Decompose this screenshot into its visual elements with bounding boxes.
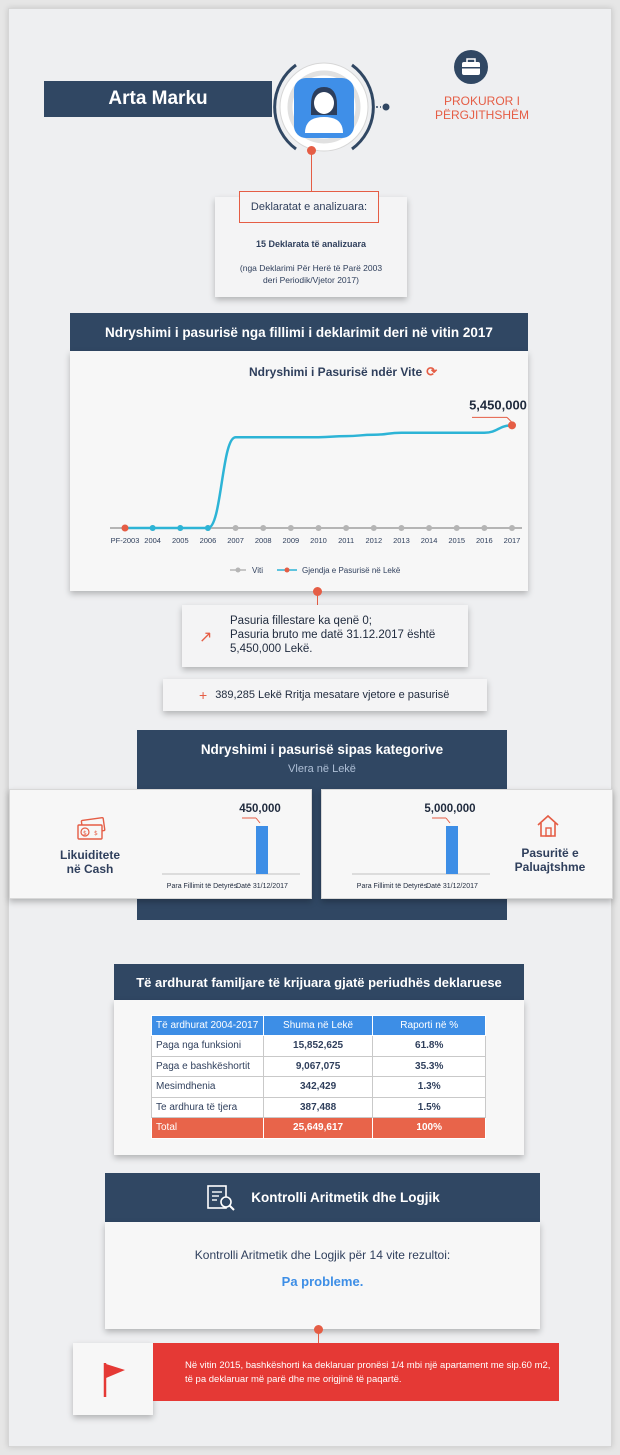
connector-dot (307, 146, 316, 155)
connector-dot-3 (314, 1325, 323, 1334)
income-source: Mesimdhenia (152, 1077, 264, 1098)
income-table (151, 1015, 486, 1139)
income-total-amount: 25,649,617 (263, 1118, 373, 1139)
asset-summary-card (182, 605, 468, 667)
declarations-count: 15 Deklarata të analizuara (255, 239, 367, 249)
x-tick-label: 2012 (365, 536, 383, 545)
growth-card (163, 679, 487, 711)
realestate-label-1: Pasuritë e (521, 846, 579, 860)
summary-line-1: Pasuria fillestare ka qenë 0; (230, 615, 372, 627)
declarations-heading-box (239, 191, 379, 223)
briefcase-icon (453, 49, 489, 85)
bar-category-label: Datë 31/12/2017 (426, 883, 478, 890)
user-avatar-icon (289, 73, 359, 143)
income-ratio: 61.8% (373, 1036, 486, 1057)
series-start-point (122, 525, 129, 532)
asset-chart-title-text: Ndryshimi i Pasurisë ndër Vite (249, 365, 423, 379)
svg-text:$: $ (94, 830, 98, 837)
x-axis-marker (343, 525, 349, 531)
x-axis-marker (233, 525, 239, 531)
x-tick-label: 2005 (171, 536, 189, 545)
bar-annotation-tip (446, 818, 450, 823)
bar (256, 826, 268, 874)
control-title-bar (105, 1173, 540, 1222)
income-ratio: 1.5% (373, 1097, 486, 1118)
flag-banner (153, 1343, 559, 1401)
income-total-ratio: 100% (373, 1118, 486, 1139)
x-axis-marker (481, 525, 487, 531)
control-title: Kontrolli Aritmetik dhe Logjik (251, 1190, 440, 1205)
cash-label-2: në Cash (66, 862, 114, 876)
table-row (152, 1077, 486, 1098)
refresh-icon: ⟳ (426, 364, 438, 379)
series-line (125, 425, 512, 528)
svg-text:$: $ (83, 830, 87, 837)
x-tick-label: 2013 (393, 536, 410, 545)
control-card (105, 1222, 540, 1329)
plus-icon: + (199, 687, 208, 703)
x-tick-label: PF-2003 (110, 536, 140, 545)
x-axis-marker (260, 525, 266, 531)
declarations-heading: Deklaratat e analizuara: (250, 201, 368, 213)
x-tick-label: 2009 (282, 536, 300, 545)
position-title: PROKUROR I PËRGJITHSHËM (434, 94, 529, 122)
x-tick-label: 2016 (476, 536, 493, 545)
summary-line-3: 5,450,000 Lekë. (230, 643, 313, 655)
bar-annotation-tip (256, 818, 260, 823)
income-amount: 9,067,075 (263, 1056, 373, 1077)
income-title: Të ardhurat familjare të krijuara gjatë periudhës deklaruese (136, 974, 502, 990)
cash-card (9, 789, 312, 899)
x-tick-label: 2004 (144, 536, 161, 545)
declarations-range-1: (nga Deklarimi Për Herë të Parë 2003 (239, 263, 383, 273)
name-banner (44, 81, 272, 117)
bar (446, 826, 458, 874)
income-source: Te ardhura të tjera (152, 1097, 264, 1118)
x-tick-label: 2006 (199, 536, 217, 545)
legend-series-marker (285, 568, 290, 573)
series-point (205, 525, 211, 531)
growth-text: 389,285 Lekë Rritja mesatare vjetore e pasurisë (215, 689, 450, 701)
x-tick-label: 2017 (503, 536, 521, 545)
x-tick-label: 2011 (338, 536, 355, 545)
series-end-point (508, 421, 516, 429)
legend-year-label: Viti (252, 566, 263, 575)
series-point (150, 525, 156, 531)
categories-subtitle: Vlera në Lekë (288, 763, 356, 775)
annotation-leader-tip (507, 417, 512, 422)
income-total-label: Total (152, 1118, 264, 1139)
asset-change-title-bar (70, 313, 528, 351)
table-row (152, 1097, 486, 1118)
income-title-bar (114, 964, 524, 1000)
person-name: Arta Marku (108, 88, 208, 109)
bar-category-label: Para Fillimit të Detyrës (356, 883, 428, 890)
bar-value-label: 5,000,000 (424, 803, 476, 815)
x-axis-marker (398, 525, 404, 531)
legend-year-marker (236, 568, 241, 573)
income-source: Paga e bashkëshortit (152, 1056, 264, 1077)
x-tick-label: 2008 (254, 536, 272, 545)
income-header-amount: Shuma në Lekë (263, 1016, 373, 1036)
asset-change-title: Ndryshimi i pasurisë nga fillimi i deklarimit deri në vitin 2017 (105, 324, 493, 340)
table-row (152, 1056, 486, 1077)
x-tick-label: 2010 (310, 536, 327, 545)
declarations-card (215, 197, 407, 297)
x-tick-label: 2015 (448, 536, 466, 545)
x-tick-label: 2014 (420, 536, 438, 545)
x-axis-marker (371, 525, 377, 531)
income-ratio: 35.3% (373, 1056, 486, 1077)
flag-icon-card (73, 1343, 153, 1415)
income-header-source: Të ardhurat 2004-2017 (152, 1016, 264, 1036)
income-amount: 342,429 (263, 1077, 373, 1098)
declarations-range-2: deri Periodik/Vjetor 2017) (263, 275, 359, 285)
x-tick-label: 2007 (227, 536, 244, 545)
realestate-label-2: Paluajtshme (514, 860, 586, 874)
x-axis-marker (509, 525, 515, 531)
x-axis-marker (426, 525, 432, 531)
table-row (152, 1036, 486, 1057)
document-search-icon (205, 1182, 237, 1214)
control-result: Pa probleme. (281, 1274, 364, 1289)
realestate-bar-chart (340, 798, 500, 900)
connector-line (311, 149, 312, 197)
x-axis-marker (454, 525, 460, 531)
connector-dot-2 (313, 587, 322, 596)
income-total-row (152, 1118, 486, 1139)
bar-category-label: Para Fillimit të Detyrës (166, 883, 238, 890)
income-source: Paga nga funksioni (152, 1036, 264, 1057)
cash-icon (74, 816, 108, 842)
income-header-ratio: Raporti në % (373, 1016, 486, 1036)
bar-value-label: 450,000 (239, 803, 281, 815)
house-icon (534, 812, 562, 840)
infographic-page (8, 8, 612, 1447)
realestate-card (321, 789, 613, 899)
trend-up-icon: ↗ (199, 629, 213, 646)
x-axis-marker (316, 525, 322, 531)
asset-line-chart (70, 369, 528, 589)
categories-title: Ndryshimi i pasurisë sipas kategorive (200, 742, 444, 757)
bar-category-label: Datë 31/12/2017 (236, 883, 288, 890)
series-point (177, 525, 183, 531)
x-axis-marker (288, 525, 294, 531)
red-flag-icon (99, 1361, 129, 1399)
final-value-label: 5,450,000 (469, 397, 527, 413)
cash-bar-chart (150, 798, 310, 900)
cash-label-1: Likuiditete (59, 848, 120, 862)
income-header-row (152, 1016, 486, 1036)
control-text: Kontrolli Aritmetik dhe Logjik për 14 vite rezultoi: (194, 1248, 451, 1262)
summary-line-2: Pasuria bruto me datë 31.12.2017 është (230, 629, 436, 641)
legend-series-label: Gjendja e Pasurisë në Lekë (302, 566, 401, 575)
income-amount: 15,852,625 (263, 1036, 373, 1057)
income-amount: 387,488 (263, 1097, 373, 1118)
flag-text-2: të pa deklaruar më parë dhe me origjinë të paqartë. (185, 1374, 402, 1385)
income-ratio: 1.3% (373, 1077, 486, 1098)
flag-text-1: Në vitin 2015, bashkëshorti ka deklaruar pronësi 1/4 mbi një apartament me sip.60 m2, (185, 1360, 551, 1371)
